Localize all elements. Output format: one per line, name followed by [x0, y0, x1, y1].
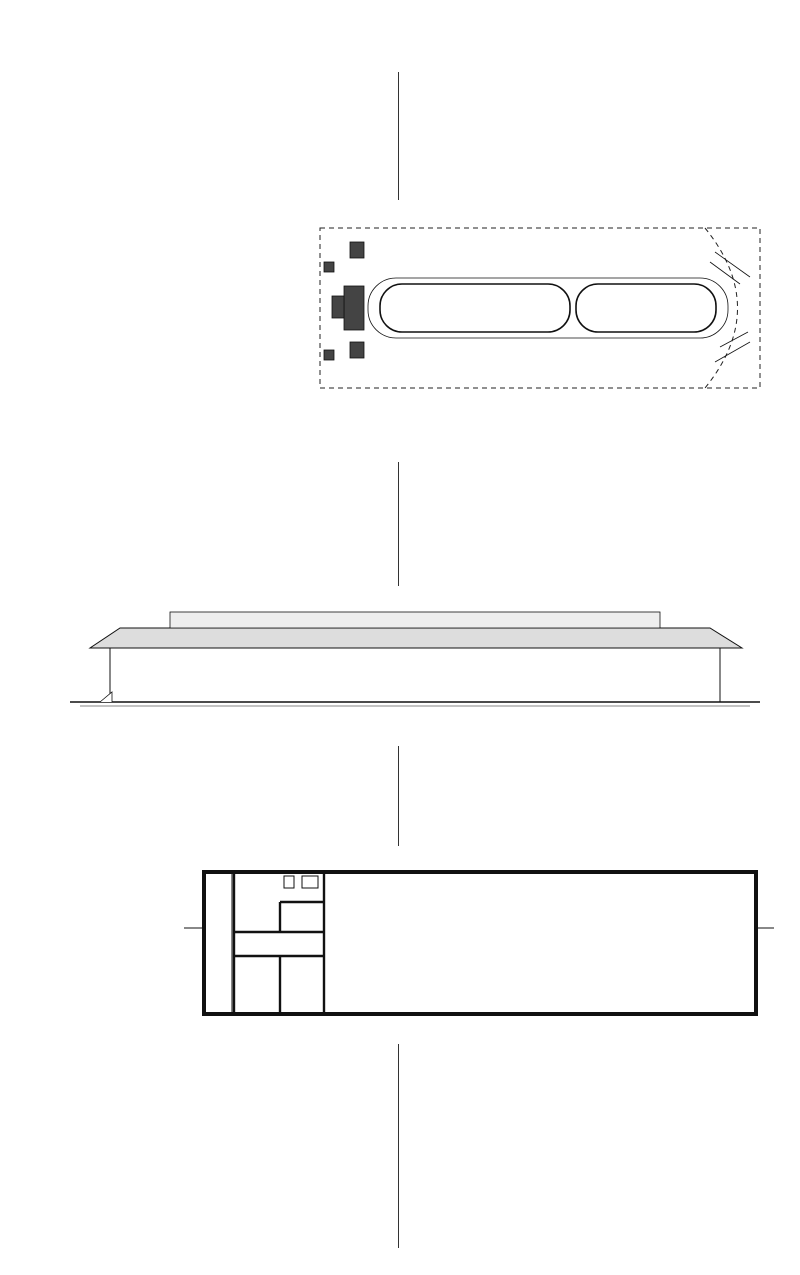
figure-3-barrack-floor-plan [184, 868, 774, 1018]
column-rule [398, 1044, 399, 1248]
body-text-right-6 [405, 1043, 773, 1247]
column-rule [398, 746, 399, 846]
body-text-right-1 [405, 69, 773, 199]
column-rule [398, 462, 399, 586]
column-rule [398, 72, 399, 200]
body-text-left-2 [29, 237, 291, 455]
body-text-right-4 [405, 745, 773, 845]
figure-2-barrack-elevation [70, 608, 760, 718]
body-text-left-6 [29, 1043, 394, 1247]
body-text-left-1 [29, 69, 284, 239]
body-text-right-2 [405, 463, 773, 585]
body-text-left-3 [29, 452, 394, 587]
body-text-left-4 [29, 745, 394, 845]
body-text-left-5 [29, 845, 174, 1045]
figure-1-site-plan [310, 222, 774, 394]
